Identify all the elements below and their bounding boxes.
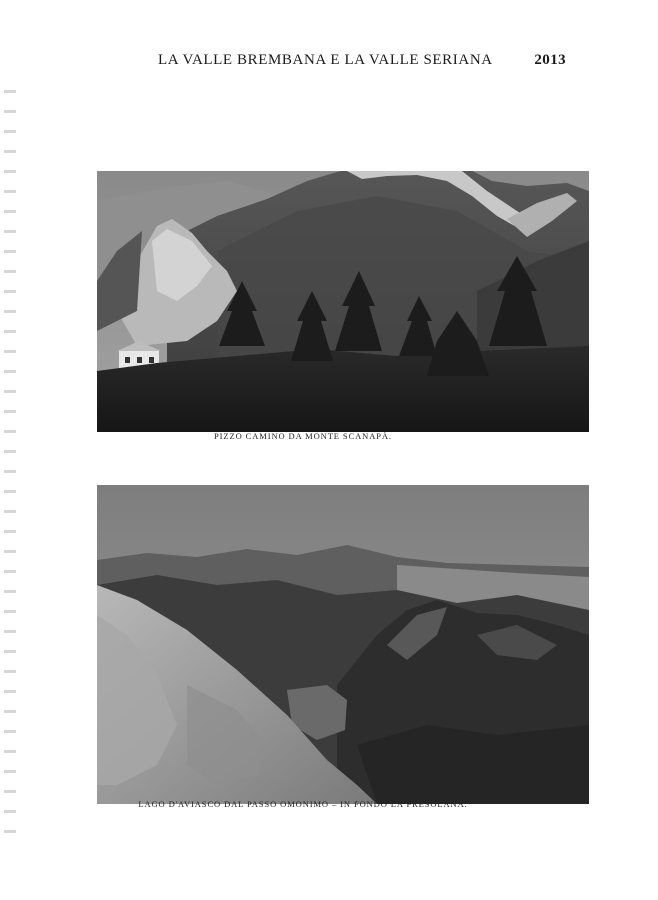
mountain-photo-2 <box>97 485 589 804</box>
photo-pizzo-camino <box>97 171 589 432</box>
running-header <box>0 50 658 74</box>
running-title: LA VALLE BREMBANA E LA VALLE SERIANA <box>158 52 493 68</box>
page-edge-marks <box>4 80 16 840</box>
caption-figure-2: LAGO D'AVIASCO DAL PASSO OMONIMO – IN FONDO LA PRESOLANA. <box>138 799 468 809</box>
caption-figure-1: PIZZO CAMINO DA MONTE SCANAPÀ. <box>214 431 392 441</box>
mountain-photo-1 <box>97 171 589 432</box>
photo-lago-aviasco <box>97 485 589 804</box>
page-number: 2013 <box>534 52 566 68</box>
